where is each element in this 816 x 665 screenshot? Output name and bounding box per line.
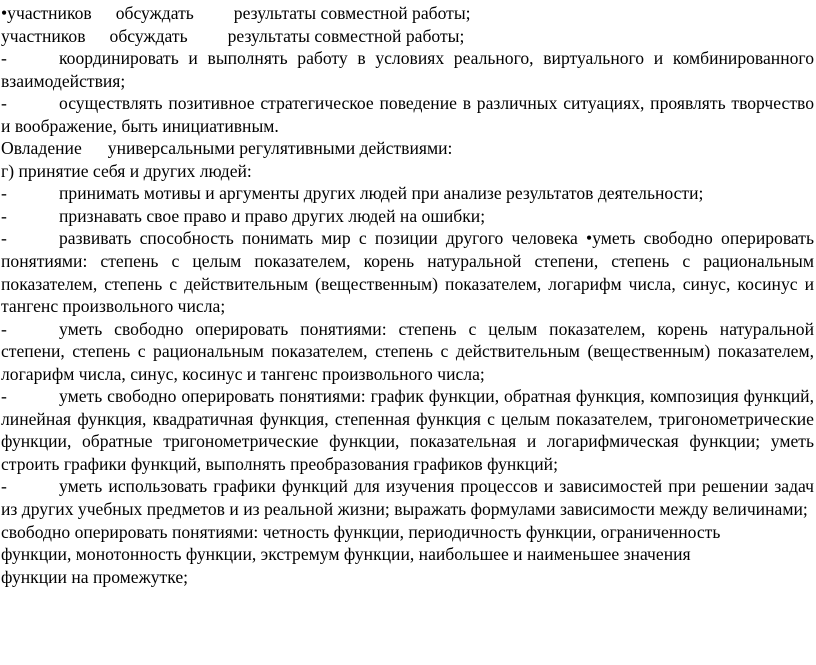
- heading-word: Овладение: [1, 138, 82, 159]
- list-item-text: уметь свободно оперировать понятиями: график функции, обратная функция, композиция функций, линейная функция, квадратичная функция, степенная функция с целым показателем, тригонометрические функции, обратные тригонометрические функции, показательная и логарифмическая функции; уметь строить графики функций, выполнять преобразования графиков функций;: [1, 386, 814, 474]
- list-item-motives: [1, 182, 814, 205]
- dash-marker: -: [1, 476, 7, 497]
- line-participants-bulleted: [1, 2, 814, 25]
- list-item-behavior: [1, 92, 814, 137]
- text-discuss: обсуждать: [109, 25, 188, 46]
- dash-marker: -: [1, 228, 7, 249]
- bullet-icon: •: [586, 228, 593, 249]
- line-function-properties-2: функции, монотонность функции, экстремум функции, наибольшее и наименьшее значения: [1, 544, 691, 565]
- list-item-text: развивать способность понимать мир с позиции другого человека: [59, 228, 578, 249]
- line-participants: [1, 25, 814, 48]
- section-heading: [1, 137, 814, 160]
- dash-marker: -: [1, 318, 7, 339]
- list-item-text: принимать мотивы и аргументы других людей при анализе результатов деятельности;: [59, 183, 704, 204]
- subheading-g: г) принятие себя и других людей:: [1, 160, 252, 181]
- line-function-properties-3: функции на промежутке;: [1, 566, 189, 587]
- list-item-text: координировать и выполнять работу в условиях реального, виртуального и комбинированного взаимодействия;: [1, 48, 814, 91]
- list-item-use-graphs: [1, 475, 814, 520]
- dash-marker: -: [1, 93, 7, 114]
- heading-rest: универсальными регулятивными действиями:: [107, 138, 453, 159]
- text-discuss: обсуждать: [115, 3, 194, 23]
- dash-marker: -: [1, 205, 7, 226]
- list-item-text: уметь использовать графики функций для изучения процессов и зависимостей при решении задач из других учебных предметов и из реальной жизни; выражать формулами зависимости между величинами;: [1, 476, 814, 520]
- list-item-right-to-error: [1, 205, 814, 228]
- dash-marker: -: [1, 183, 7, 204]
- text-participants: участников: [7, 3, 92, 23]
- list-item-text: уметь свободно оперировать понятиями: степень с целым показателем, корень натуральной степени, степень с рациональным показателем, степень с действительным (вещественным) показателем, логарифм числа, синус, косинус и тангенс произвольного числа;: [1, 318, 814, 384]
- line-function-properties-1: свободно оперировать понятиями: четность функции, периодичность функции, ограниченность: [1, 521, 721, 542]
- text-participants: участников: [1, 25, 86, 46]
- list-item-coordinate: [1, 47, 814, 92]
- list-item-operate-concepts-functions: [1, 385, 814, 475]
- text-results: результаты совместной работы;: [233, 3, 471, 23]
- dash-marker: -: [1, 386, 7, 407]
- dash-marker: -: [1, 48, 7, 69]
- list-item-text-continued: уметь свободно оперировать понятиями: степень с целым показателем, корень натуральной степени, степень с рациональным показателем, степень с действительным (вещественным) показателем, логарифм числа, синус, косинус и тангенс произвольного числа;: [1, 228, 814, 317]
- list-item-operate-concepts-degree: [1, 318, 814, 386]
- text-results: результаты совместной работы;: [227, 25, 465, 46]
- list-item-text: признавать свое право и право других людей на ошибки;: [59, 205, 486, 226]
- list-item-text: осуществлять позитивное стратегическое поведение в различных ситуациях, проявлять творчество и воображение, быть инициативным.: [1, 93, 814, 136]
- list-item-understand-world: [1, 227, 814, 317]
- bullet-icon: •: [1, 3, 8, 23]
